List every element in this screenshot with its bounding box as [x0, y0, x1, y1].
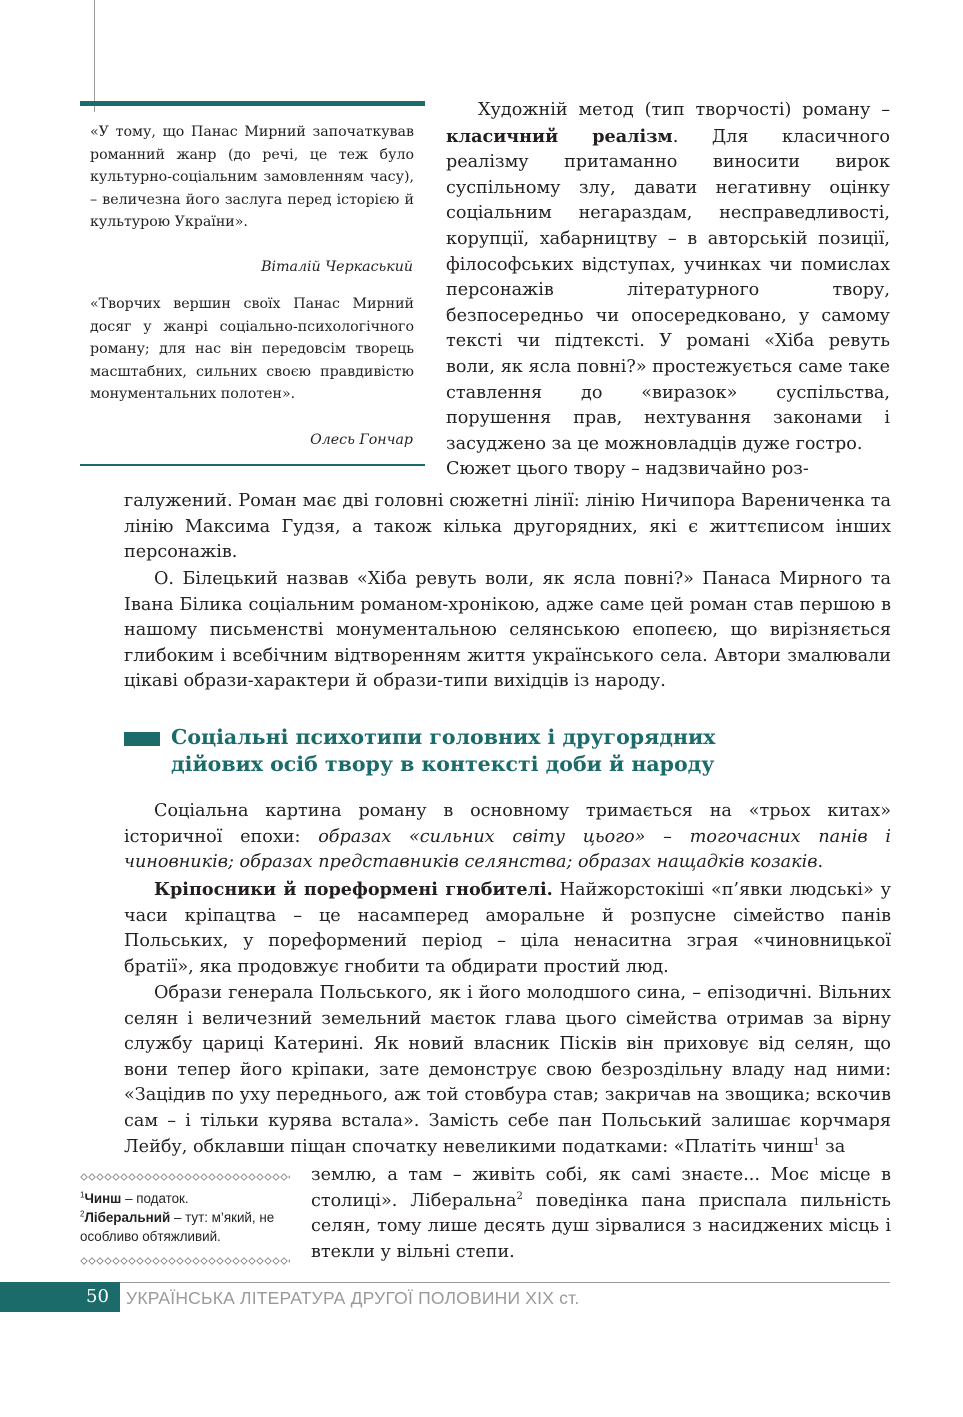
section-heading-text: Соціальні психотипи головних і другорядних дійових осіб твору в контексті доби й народу — [171, 725, 716, 776]
quotes-sidebar — [80, 101, 425, 466]
paragraph-oppressors: Кріпосники й пореформені гнобителі. Найжорстокіші «п’явки людські» у часи кріпацтва – це насамперед аморальне й розпусне сімейство панів Польських, у пореформений період – ціла ненаситна зграя «чиновницької братії», яка продовжує гнобити та обдирати простий люд. — [124, 879, 891, 977]
paragraph-syuzhet: галужений. Роман має дві головні сюжетні лінії: лінію Ничипора Варениченка та лінію Максима Гудзя, а також кілька другорядних, які є життєписом інших персонажів. — [124, 491, 891, 563]
paragraph-syuzhet-start: Сюжет цього твору – надзвичайно роз- — [446, 459, 809, 480]
paragraph-polskyi: Образи генерала Польського, як і його молодшого сина, – епізодичні. Вільних селян і величезний земельний маєток глава цього сімейства отримав за вірну службу цариці Катерині. Як новий власник Пісків він приховує від селян, що вони тепер його кріпаки, зате демонструє свою безроздільну владу над ними: «Зацідив по уху переднього, аж той стовбура став; закричав на звощика; вскочив сам – і тільки курява встала». Замість себе пан Польський залишає корчмаря Лейбу, обклавши піщан спочатку невеликими податками: «Платіть чинш$^1$ за — [124, 983, 891, 1157]
quote-honchar: «Творчих вершин своїх Панас Мирний досяг у жанрі соціально-психологічного роману; для нас він передовсім творець масштабних, сильних своєю правдивістю монументальних полотен». — [90, 296, 414, 402]
page-footer — [0, 1282, 890, 1312]
running-title: УКРАЇНСЬКА ЛІТЕРАТУРА ДРУГОЇ ПОЛОВИНИ XIX ст. — [126, 1288, 580, 1308]
footnote-2: $^2$Ліберальний – тут: м’який, не особливо обтяжливий. — [80, 1209, 275, 1244]
heading-marker — [124, 732, 160, 746]
term-classic-realism: класичний реалізм — [446, 125, 673, 147]
footer-rule — [120, 1282, 890, 1283]
footnote-ref-2: 2 — [516, 1190, 523, 1202]
paragraph-biletsky: О. Білецький назвав «Хіба ревуть воли, як ясла повні?» Панаса Мирного та Івана Білика соціальним романом-хронікою, адже саме цей роман став першою в нашому письменстві монументальною селянською епопеєю, що вирізняється глибоким і всебічним відтворенням життя українського села. Автори змалювали цікаві образи-характери й образи-типи вихідців із народу. — [124, 569, 891, 692]
footnote-ref-1: 1 — [813, 1136, 820, 1148]
social-italic-list: образах «сильних світу цього» – тогочасних панів і чиновників; образах представників селянства; образах нащадків козаків — [124, 826, 891, 873]
footnote-top-ornament — [80, 1173, 290, 1181]
sidebar-bottom-rule — [80, 464, 425, 466]
quote-author-cherkaskyi: Віталій Черкаський — [261, 259, 413, 275]
paragraph-polskyi-continued: землю, а там – живіть собі, як самі знаєте... Моє місце в столиці». Ліберальна$^2$ поведінка пана приспала пильність селян, тому лише десять душ зірвалися з насиджених місць і втекли у вільні степи. — [311, 1165, 891, 1262]
paragraph-social-picture: Соціальна картина роману в основному тримається на «трьох китах» історичної епохи: образах «сильних світу цього» – тогочасних панів і чиновників; образах представників селянства; образах нащадків козаків. — [124, 801, 891, 873]
margin-rule — [94, 0, 95, 112]
subheading-oppressors: Кріпосники й пореформені гнобителі. — [154, 879, 553, 900]
quote-author-honchar: Олесь Гончар — [310, 432, 413, 448]
sidebar-top-rule — [80, 101, 425, 106]
quote-cherkaskyi: «У тому, що Панас Мирний започаткував романний жанр (до речі, це теж було культурно-соціальним замовленням часу), – величезна його заслуга перед історією й культурою України». — [90, 124, 414, 230]
page-number: 50 — [86, 1286, 109, 1307]
footnote-bottom-ornament — [80, 1257, 290, 1265]
footnote-list — [80, 1185, 290, 1250]
footnote-1: $^1$Чинш – податок. — [80, 1190, 189, 1206]
paragraph-method: Художній метод (тип творчості) роману – класичний реалізм. Для класичного реалізму притаманно виносити вирок суспільному злу, давати негативну оцінку соціальним негараздам, несправедливості, корупції, хабарництву – в авторській позиції, філософських відступах, учинках чи помислах персонажів літературного твору, безпосередньо чи опосередковано, у самому тексті чи підтексті. У романі «Хіба ревуть воли, як ясла повні?» простежується саме таке ставлення до «виразок» суспільства, порушення прав, нехтування законами і засуджено за це можновладців дуже гостро. Сюжет цього твору – надзвичайно роз- — [446, 100, 891, 480]
footnotes — [80, 1166, 290, 1269]
